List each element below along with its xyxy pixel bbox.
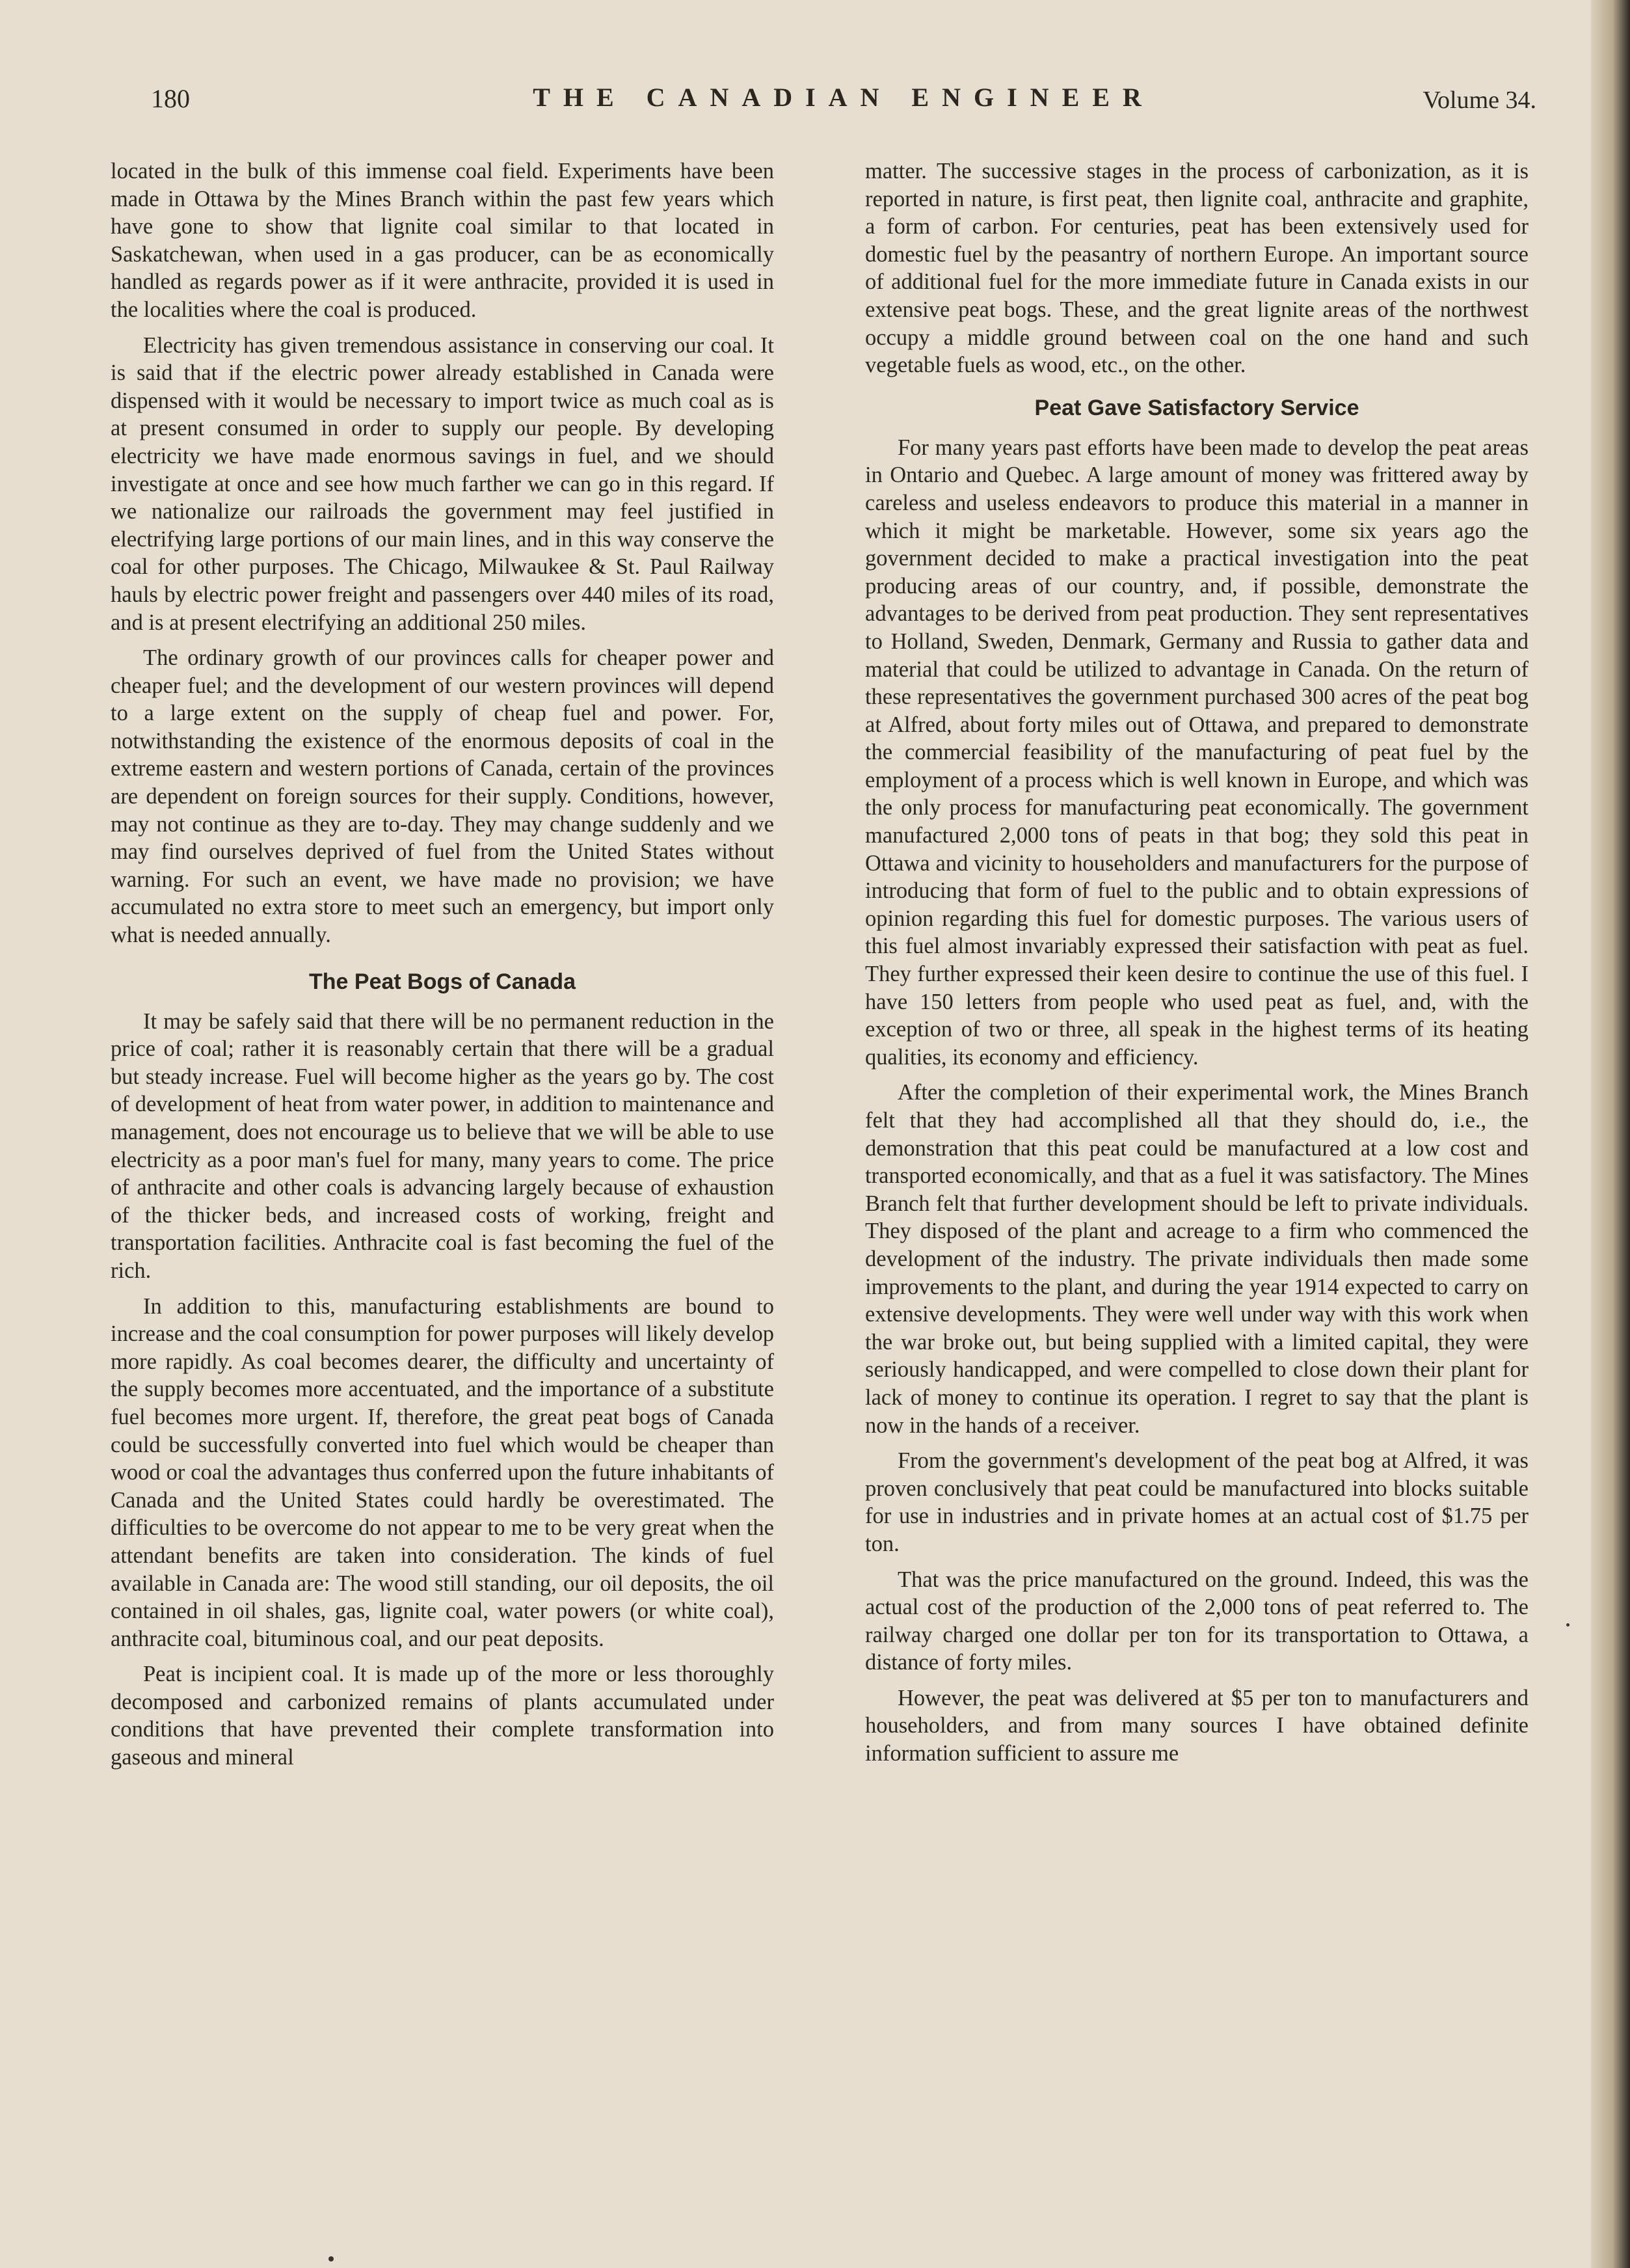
paragraph: located in the bulk of this immense coal field. Experiments have been made in Ottawa by the Mines Branch within the past few years which have gone to show that lignite coal similar to that located in Saskatchewan, when used in a gas producer, can be as economically handled as regards power as if it were anthracite, provided it is used in the localities where the coal is produced. [111,159,774,322]
paragraph: In addition to this, manufacturing establishments are bound to increase and the coal consumption for power purposes will likely develop more rapidly. As coal becomes dearer, the difficulty and uncertainty of the supply becomes more accentuated, and the importance of a substitute fuel becomes more urgent. If, therefore, the great peat bogs of Canada could be successfully converted into fuel which would be cheaper than wood or coal the advantages thus conferred upon the future inhabitants of Canada and the United States could hardly be overestimated. The difficulties to be overcome do not appear to me to be very great when the attendant benefits are taken into consideration. The kinds of fuel available in Canada are: The wood still standing, our oil deposits, the oil contained in oil shales, gas, lignite coal, water powers (or white coal), anthracite coal, bituminous coal, and our peat deposits. [111,1293,774,1651]
paragraph: matter. The successive stages in the process of carbonization, as it is reported in nature, is first peat, then lignite coal, anthracite and graphite, a form of carbon. For centuries, peat has been extensively used for domestic fuel by the peasantry of northern Europe. An important source of additional fuel for the more immediate future in Canada exists in our extensive peat bogs. These, and the great lignite areas of the northwest occupy a middle ground between coal on the one hand and such vegetable fuels as wood, etc., on the other. [865,159,1529,378]
page-header [151,83,1536,122]
paragraph: The ordinary growth of our provinces calls for cheaper power and cheaper fuel; and the development of our western provinces will depend to a large extent on the supply of cheap fuel and power. For, notwithstanding the existence of the enormous deposits of coal in the extreme eastern and western portions of Canada, certain of the provinces are dependent on foreign sources for their supply. Conditions, however, may not continue as they are to-day. They may change suddenly and we may find ourselves deprived of fuel from the United States without warning. For such an event, we have made no provision; we have accumulated no extra store to meet such an emergency, but import only what is needed annually. [111,645,774,948]
volume-label: Volume 34. [1423,87,1536,114]
ink-speck [1566,1623,1570,1627]
page-number: 180 [151,84,190,113]
paragraph: Electricity has given tremendous assistance in conserving our coal. It is said that if the electric power already established in Canada were dispensed with it would be necessary to import twice as much coal as is at present consumed in order to supply our people. By developing electricity we have made enormous savings in fuel, and we should investigate at once and see how much farther we can go in this regard. If we nationalize our railroads the government may feel justified in electrifying large portions of our main lines, and in this way conserve the coal for other purposes. The Chicago, Milwaukee & St. Paul Railway hauls by electric power freight and passengers over 440 miles of its road, and is at present electrifying an additional 250 miles. [111,332,774,635]
left-column [111,157,774,1779]
right-column [865,157,1529,1775]
paragraph: That was the price manufactured on the ground. Indeed, this was the actual cost of the production of the 2,000 tons of peat referred to. The railway charged one dollar per ton for its transportation to Ottawa, a distance of forty miles. [865,1567,1529,1675]
paragraph: Peat is incipient coal. It is made up of the more or less thoroughly decomposed and carbonized remains of plants accumulated under conditions that have prevented their complete transformation into gaseous and mineral [111,1662,774,1770]
paragraph: However, the peat was delivered at $5 per ton to manufacturers and householders, and from many sources I have obtained definite information sufficient to assure me [865,1685,1529,1766]
section-heading: Peat Gave Satisfactory Service [1034,395,1359,420]
paragraph: From the government's development of the peat bog at Alfred, it was proven conclusively that peat could be manufactured into blocks suitable for use in industries and in private homes at an actual cost of $1.75 per ton. [865,1448,1529,1556]
paragraph: For many years past efforts have been made to develop the peat areas in Ontario and Quebec. A large amount of money was frittered away by careless and useless endeavors to produce this material in a manner in which it might be marketable. However, some six years ago the government decided to make a practical investigation into the peat producing areas of our country, and, if possible, demonstrate the advantages to be derived from peat production. They sent representatives to Holland, Sweden, Denmark, Germany and Russia to gather data and material that could be utilized to advantage in Canada. On the return of these representatives the government purchased 300 acres of the peat bog at Alfred, about forty miles out of Ottawa, and prepared to demonstrate the commercial feasibility of the manufacturing of peat fuel by the employment of a process which is well known in Europe, and which was the only process for manufacturing peat economically. The government manufactured 2,000 tons of peats in that bog; they sold this peat in Ottawa and vicinity to householders and manufacturers for the purpose of introducing that form of fuel to the public and to obtain expressions of opinion regarding this fuel for domestic purposes. The various users of this fuel almost invariably expressed their satisfaction with peat as fuel. They further expressed their keen desire to continue the use of this fuel. I have 150 letters from people who used peat as fuel, and, with the exception of two or three, all speak in the highest terms of its heating qualities, its economy and efficiency. [865,435,1529,1070]
paragraph: After the completion of their experimental work, the Mines Branch felt that they had accomplished all that they should do, i.e., the demonstration that this peat could be manufactured at a low cost and transported economically, and that as a fuel it was satisfactory. The Mines Branch felt that further development should be left to private individuals. They disposed of the plant and acreage to a firm who commenced the development of the industry. The private individuals then made some improvements to the plant, and during the year 1914 expected to carry on extensive developments. They were well under way with this work when the war broke out, but being supplied with a limited capital, they were seriously handicapped, and were compelled to close down their plant for lack of money to continue its operation. I regret to say that the plant is now in the hands of a receiver. [865,1080,1529,1438]
section-heading: The Peat Bogs of Canada [309,969,576,994]
journal-title: THE CANADIAN ENGINEER [533,83,1155,112]
page-edge [1591,0,1630,2268]
paragraph: It may be safely said that there will be no permanent reduction in the price of coal; rather it is reasonably certain that there will be a gradual but steady increase. Fuel will become higher as the years go by. The cost of development of heat from water power, in addition to maintenance and management, does not encourage us to believe that we will be able to use electricity as a poor man's fuel for many, many years to come. The price of anthracite and other coals is advancing largely because of exhaustion of the thicker beds, and increased costs of working, freight and transportation facilities. Anthracite coal is fast becoming the fuel of the rich. [111,1008,774,1283]
ink-speck [328,2256,334,2261]
